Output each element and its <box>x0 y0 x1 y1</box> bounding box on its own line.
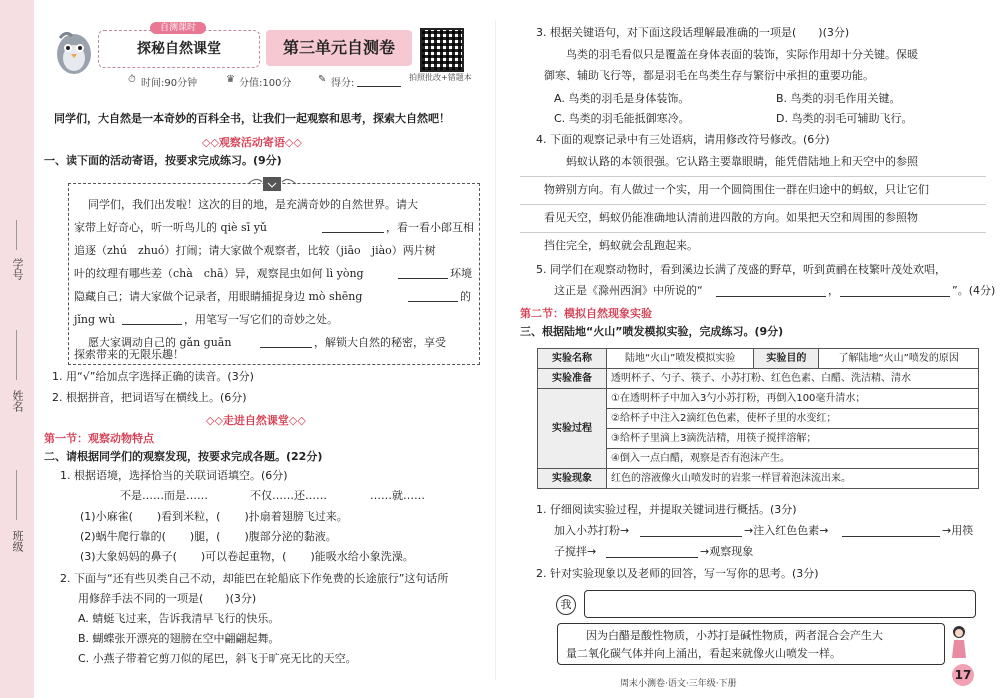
letter-line-4b: 环境 <box>450 267 472 280</box>
table-cell: 陆地“火山”喷发模拟实验 <box>607 349 754 369</box>
q3-option-c[interactable]: C. 鸟类的羽毛能抵御寒冷。 <box>554 112 690 125</box>
part2-q2-line1: 2. 下面与“还有些贝类自己不动，却能巴在轮船底下作免费的长途旅行”这句话所 <box>60 572 449 585</box>
q4-ruled-line-2 <box>520 204 986 205</box>
teacher-icon <box>948 624 970 660</box>
letter-line-2: 家带上好奇心，听一听鸟儿的 qiè sī yǔ <box>74 221 268 234</box>
table-row <box>538 389 979 469</box>
qr-label: 拍照批改+错题本 <box>409 73 472 82</box>
fill-item-3-a: (3)大象妈妈的鼻子( <box>80 550 177 563</box>
fill-item-2-b: )腿，( <box>189 530 221 543</box>
connector-1: 不是……而是…… <box>120 489 208 502</box>
letter-line-7b: ，解锁大自然的秘密，享受 <box>314 336 446 349</box>
part1-q1: 1. 用“√”给加点字选择正确的读音。(3分) <box>52 370 254 383</box>
q4-passage-4: 挡住完全，蚂蚁就会乱跑起来。 <box>544 239 698 252</box>
q4-passage-2: 物辨别方向。有人做过一个实，用一个圆筒围住一群在归途中的蚂蚁，只让它们 <box>544 183 929 196</box>
experiment-table <box>537 348 979 489</box>
name-line <box>16 330 17 380</box>
table-cell: 实验名称 <box>538 349 607 369</box>
table-cell <box>607 389 979 469</box>
section2-title: 第二节：模拟自然现象实验 <box>520 307 652 320</box>
score-label: 得分: <box>331 78 355 89</box>
fill-item-1[interactable] <box>80 510 348 524</box>
intro-text: 同学们，大自然是一本奇妙的百科全书，让我们一起观察和思考，探索大自然吧！ <box>54 112 450 125</box>
q3-passage-2: 御寒、辅助飞行等，都是羽毛在鸟类生存与繁衍中承担的重要功能。 <box>544 69 874 82</box>
letter-line-5b: 的 <box>460 290 471 303</box>
blank-jing-wu[interactable] <box>122 324 182 325</box>
fill-item-2[interactable] <box>80 530 337 544</box>
fill-item-3-c: )能吸水给小象洗澡。 <box>310 550 414 563</box>
letter-envelope-icon <box>246 174 298 194</box>
page-title: 第三单元自测卷 <box>266 30 412 66</box>
fill-item-1-a: (1)小麻雀( <box>80 510 133 523</box>
q4-ruled-line-1 <box>520 176 986 177</box>
blank-mo-sheng[interactable] <box>408 301 458 302</box>
option-a[interactable]: A. 蜻蜓飞过来，告诉我清早飞行的快乐。 <box>78 612 280 625</box>
right-q4: 4. 下面的观察记录中有三处语病，请用修改符号修改。(6分) <box>536 133 830 146</box>
fill-item-3-b: )可以卷起重物，( <box>200 550 287 563</box>
blank-qie-si-yu[interactable] <box>322 232 384 233</box>
table-cell: 实验准备 <box>538 369 607 389</box>
q3-option-b[interactable]: B. 鸟类的羽毛作用关键。 <box>776 92 901 105</box>
time-limit: 时间:90分钟 <box>141 78 198 89</box>
part3-heading: 三、根据陆地“火山”喷发模拟实验，完成练习。(9分) <box>520 325 784 338</box>
step-3: ③给杯子里滴上3滴洗洁精，用筷子搅拌溶解； <box>607 429 978 449</box>
flow-line2-end: →观察现象 <box>700 545 754 558</box>
score-icon: ♛ <box>226 74 235 85</box>
fill-item-3[interactable] <box>80 550 414 564</box>
letter-line-6b: ，用笔写一写它们的奇妙之处。 <box>184 313 338 326</box>
unit-box: 探秘自然课堂 <box>98 30 260 68</box>
table-cell: 实验过程 <box>538 389 607 469</box>
right-q3: 3. 根据关键语句，对下面这段话理解最准确的一项是( )(3分) <box>536 26 850 39</box>
table-row <box>538 469 979 489</box>
right-q5-line1: 5. 同学们在观察动物时，看到溪边长满了茂盛的野草，听到黄鹂在枝繁叶茂处欢唱， <box>536 263 946 276</box>
q5-line2-end: ”。(4分) <box>952 284 996 297</box>
pen-icon: ✎ <box>318 74 327 85</box>
classroom-banner: ◇◇走进自然课堂◇◇ <box>206 414 306 427</box>
activity-banner: ◇◇观察活动寄语◇◇ <box>202 136 302 149</box>
column-divider <box>495 20 496 680</box>
part2-q1: 1. 根据语境，选择恰当的关联词语填空。(6分) <box>60 469 288 482</box>
poem-blank-1[interactable] <box>716 296 826 297</box>
q4-passage-1: 蚂蚁认路的本领很强。它认路主要靠眼睛，能凭借陆地上和天空中的参照 <box>566 155 918 168</box>
student-id-label: 学号 <box>11 258 24 280</box>
table-row <box>538 349 979 369</box>
flow-blank-3[interactable] <box>606 557 698 558</box>
q3-passage-1: 鸟类的羽毛看似只是覆盖在身体表面的装饰，实际作用却十分关键。保暖 <box>566 48 918 61</box>
q3-option-d[interactable]: D. 鸟类的羽毛可辅助飞行。 <box>776 112 913 125</box>
poem-blank-2[interactable] <box>840 296 950 297</box>
fill-item-1-c: )扑扇着翅膀飞过来。 <box>244 510 348 523</box>
footer-text: 周末小测卷·语文·三年级·下册 <box>620 679 737 689</box>
letter-line-1: 同学们，我们出发啦！这次的目的地，是充满奇妙的自然世界。请大 <box>88 198 418 211</box>
connector-3: ……就…… <box>370 489 425 502</box>
step-1: ①在透明杯子中加入3勺小苏打粉，再倒入100毫升清水； <box>607 389 978 409</box>
binding-strip <box>0 0 34 698</box>
teacher-callout <box>557 623 945 665</box>
letter-line-6a: jǐng wù <box>74 313 116 326</box>
class-line <box>16 470 17 520</box>
part3-q1: 1. 仔细阅读实验过程，并提取关键词进行概括。(3分) <box>536 503 797 516</box>
part3-q2: 2. 针对实验现象以及老师的回答，写一写你的思考。(3分) <box>536 567 819 580</box>
table-cell: 红色的溶液像火山喷发时的岩浆一样冒着泡沫流出来。 <box>607 469 979 489</box>
teacher-line-1: 因为白醋是酸性物质，小苏打是碱性物质，两者混合会产生大 <box>586 629 883 642</box>
step-2: ②给杯子中注入2滴红色色素，使杯子里的水变红； <box>607 409 978 429</box>
letter-line-2b: ，看一看小郎互相 <box>386 221 474 234</box>
part1-q2: 2. 根据拼音，把词语写在横线上。(6分) <box>52 391 247 404</box>
q5-line2-start: 这正是《滁州西涧》中所说的“ <box>554 284 703 297</box>
qr-code-icon[interactable] <box>420 28 464 72</box>
flow-mid: →注入红色色素→ <box>744 524 829 537</box>
class-label: 班级 <box>11 530 24 552</box>
fill-item-1-b: )看到米粒，( <box>156 510 221 523</box>
option-c[interactable]: C. 小燕子带着它剪刀似的尾巴，斜飞于旷亮无比的天空。 <box>78 652 357 665</box>
table-cell: 实验现象 <box>538 469 607 489</box>
unit-tag: 自测课时 <box>150 22 206 34</box>
connector-2: 不仅……还…… <box>250 489 327 502</box>
flow-line2-start: 子搅拌→ <box>554 545 597 558</box>
q3-option-a[interactable]: A. 鸟类的羽毛是身体装饰。 <box>554 92 690 105</box>
mascot-icon <box>52 28 96 78</box>
section1-title: 第一节：观察动物特点 <box>44 432 154 445</box>
option-b[interactable]: B. 蝴蝶张开漂亮的翅膀在空中翩翩起舞。 <box>78 632 280 645</box>
flow-blank-2[interactable] <box>842 536 940 537</box>
score-blank[interactable] <box>357 86 401 87</box>
table-cell: 透明杯子、勺子、筷子、小苏打粉、红色色素、白醋、洗洁精、清水 <box>607 369 979 389</box>
id-line <box>16 220 17 250</box>
q4-passage-3: 看见天空，蚂蚁仍能准确地认清前进四散的方向。如果把天空和周围的参照物 <box>544 211 918 224</box>
q4-ruled-line-3 <box>520 232 986 233</box>
step-4: ④倒入一点白醋，观察是否有泡沫产生。 <box>611 453 790 464</box>
name-label: 姓名 <box>11 390 24 412</box>
clock-icon: ⏱ <box>128 74 136 85</box>
part2-heading: 二、请根据同学们的观察发现，按要求完成各题。(22分) <box>44 450 323 463</box>
thought-answer-box[interactable] <box>584 590 976 618</box>
letter-line-8: 探索带来的无限乐趣！ <box>74 348 184 361</box>
part2-q2-line2: 用修辞手法不同的一项是( )(3分) <box>78 592 257 605</box>
letter-line-3: 追逐（zhú zhuó）打闹；请大家做个观察者，比较（jiāo jiào）两片树 <box>74 244 436 257</box>
flow-blank-1[interactable] <box>640 536 742 537</box>
total-score: 分值:100分 <box>239 78 292 89</box>
page-number: 17 <box>952 664 974 686</box>
letter-line-5: 隐藏自己；请大家做个记录者，用眼睛捕捉身边 mò shēng <box>74 290 363 303</box>
part1-heading: 一、读下面的活动寄语，按要求完成练习。(9分) <box>44 154 282 167</box>
flow-end: →用筷 <box>942 524 974 537</box>
table-cell: 实验目的 <box>754 349 819 369</box>
letter-line-7: 愿大家调动自己的 gǎn guān <box>88 336 232 349</box>
blank-gan-guan[interactable] <box>260 347 312 348</box>
me-bubble: 我 <box>556 595 576 615</box>
teacher-line-2: 量二氧化碳气体并向上涌出，看起来就像火山喷发一样。 <box>566 647 841 660</box>
flow-start: 加入小苏打粉→ <box>554 524 630 537</box>
fill-item-2-a: (2)蜗牛爬行靠的( <box>80 530 166 543</box>
table-cell: 了解陆地“火山”喷发的原因 <box>819 349 979 369</box>
q5-comma: ， <box>828 284 839 297</box>
blank-li-yong[interactable] <box>398 278 448 279</box>
table-row <box>538 369 979 389</box>
fill-item-2-c: )腹部分泌的黏液。 <box>244 530 337 543</box>
letter-line-4: 叶的纹理有哪些差（chà chā）异，观察昆虫如何 lì yòng <box>74 267 364 280</box>
